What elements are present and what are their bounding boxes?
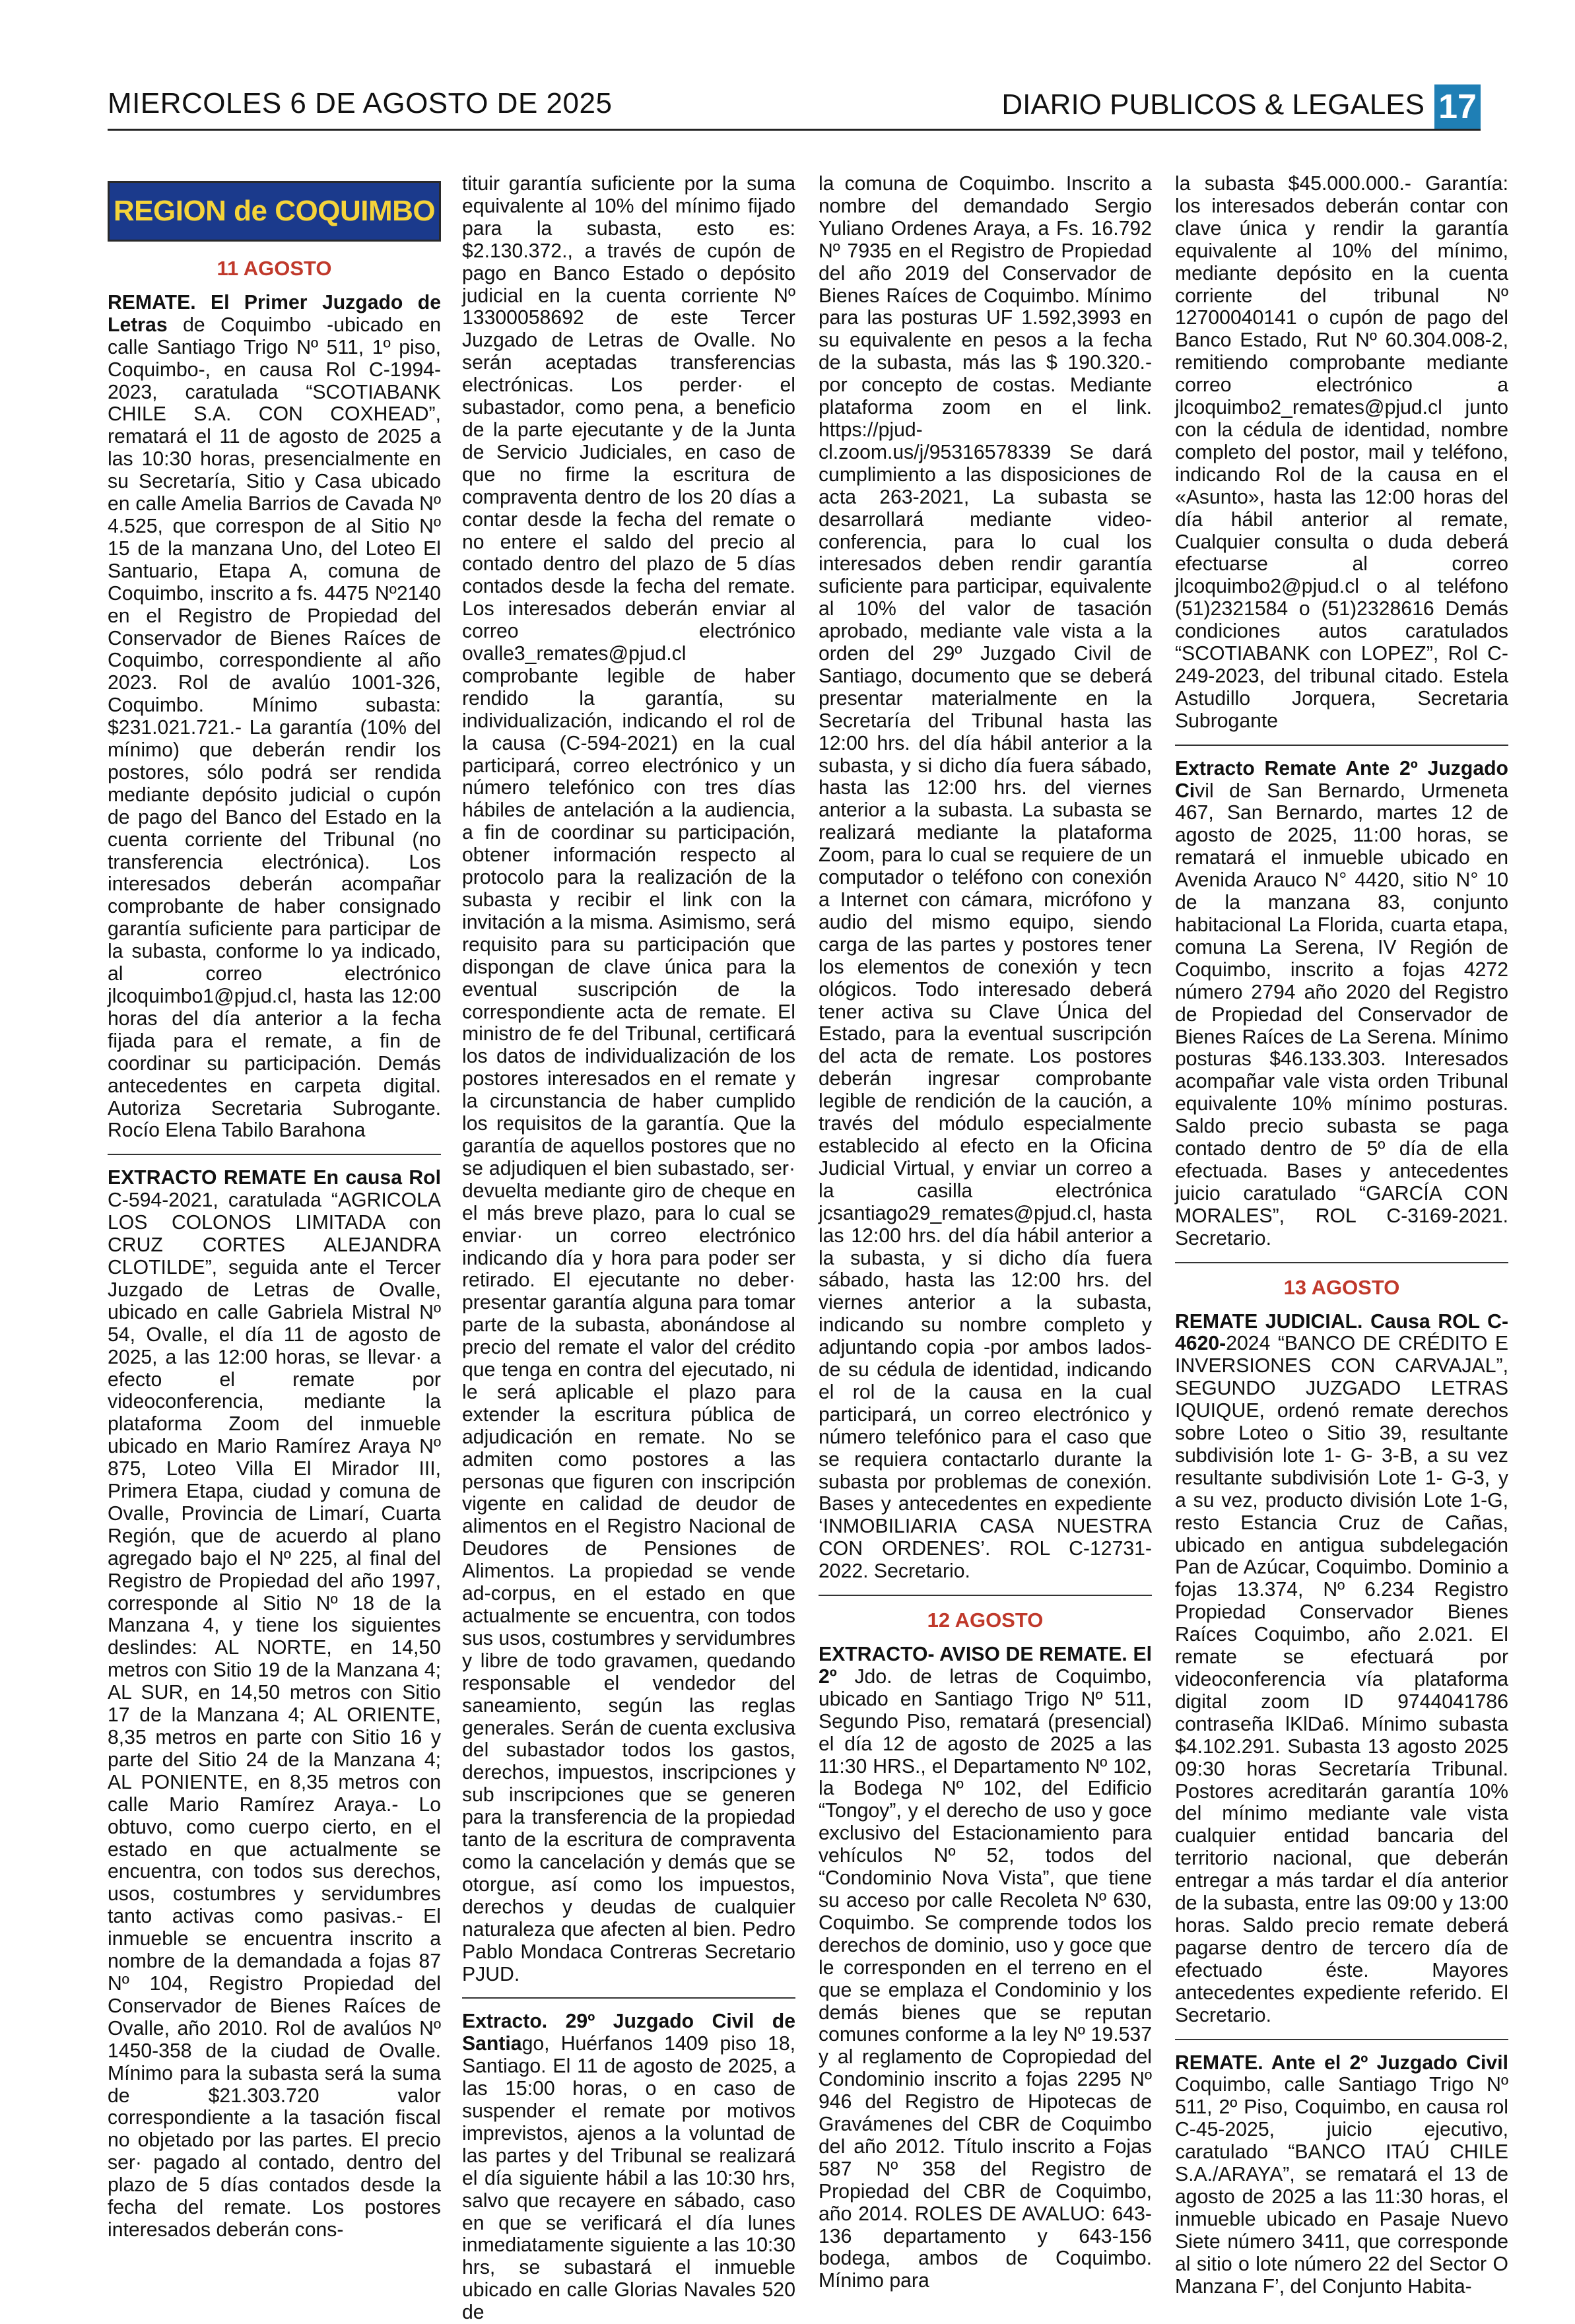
notice-body: de Coquimbo -ubicado en calle Santiago Trigo Nº 511, 1º piso, Coquimbo-, en causa Rol C-1994-2023, caratulada “SCOTIABANK CHILE S.A. CON COXHEAD”, rematará el 11 de agosto de 2025 a las 10:30 horas, presencialmente en su Secretaría, Sitio y Casa ubicado en calle Amelia Barrios de Cavada Nº 4.525, que correspon de al Sitio Nº 15 de la manzana Uno, del Loteo El Santuario, Etapa A, comuna de Coquimbo, inscrito a fs. 4475 Nº2140 en el Registro de Propiedad del Conservador de Bienes Raíces de Coquimbo, correspondiente al año 2023. Rol de avalúo 1001-326, Coquimbo. Mínimo subasta: $231.021.721.- La garantía (10% del mínimo) que deberán rendir los postores, sólo podrá ser rendida mediante depósito judicial o cupón de pago del Banco del Estado en la cuenta corriente del Tribunal (no transferencia electrónica). Los interesados deberán acompañar comprobante de haber consignado garantía suficiente para participar de la subasta, conforme lo ya indicado, al correo electrónico jlcoquimbo1@pjud.cl, hasta las 12:00 horas del día anterior a la fecha fijada para el remate, a fin de coordinar su participación. Demás antecedentes en carpeta digital. Autoriza Secretaria Subrogante. Rocío Elena Tabilo Barahona: [108, 314, 441, 1142]
notice-aviso-remate-coquimbo: [819, 1643, 1152, 2292]
notice-lead: Extracto Remate Ante 2º Juzgado Ci: [1175, 757, 1508, 802]
notice-lead: REMATE JUDICIAL. Causa ROL C-4620-: [1175, 1310, 1508, 1355]
divider: [1175, 2039, 1508, 2040]
date-heading-12-agosto: 12 AGOSTO: [927, 1609, 1044, 1632]
notice-body: Coquimbo, calle Santiago Trigo Nº 511, 2º Piso, Coquimbo, en causa rol C-45-2025, juicio ejecutivo, caratulado “BANCO ITAÚ CHILE S.A./ARAYA”, se rematará el 13 de agosto de 2025 a las 11:30 horas, el inmueble ubicado en Pasaje Nuevo Siete número 3411, que corresponde al sitio o lote número 22 del Sector O Manzana F’, del Conjunto Habita-: [1175, 2074, 1508, 2298]
notice-continuation: la comuna de Coquimbo. Inscrito a nombre del demandado Sergio Yuliano Ordenes Araya, a Fs. 16.792 Nº 7935 en el Registro de Propiedad del año 2019 del Conservador de Bienes Raíces de Coquimbo. Mínimo para las posturas UF 1.592,3993 en su equivalente en pesos a la fecha de la subasta, más las $ 190.320.- por concepto de costas. Mediante plataforma zoom en el link. https://pjud-cl.zoom.us/j/95316578339 Se dará cumplimiento a las disposiciones de acta 263-2021, La subasta se desarrollará mediante video-conferencia, para lo cual los interesados deben rendir garantía suficiente para participar, equivalente al 10% del valor de tasación aprobado, mediante vale vista a la orden del 29º Juzgado Civil de Santiago, documento que se deberá presentar materialmente en la Secretaría del Tribunal hasta las 12:00 hrs. del día hábil anterior a la subasta, y si dicho día fuera sábado, hasta las 12:00 hrs. del viernes anterior a la subasta. La subasta se realizará mediante la plataforma Zoom, para lo cual se requiere de un computador o teléfono con conexión a Internet con cámara, micrófono y audio del mismo equipo, siendo carga de las partes y postores tener los elementos de conexión y tecn ológicos. Todo interesado deberá tener activa su Clave Única del Estado, para la eventual suscripción del acta de remate. Los postores deberán ingresar comprobante legible de rendición de la caución, a través del módulo especialmente establecido al efecto en la Oficina Judicial Virtual, y enviar un correo a la casilla electrónica jcsantiago29_remates@pjud.cl, hasta las 12:00 hrs. del día hábil anterior a la subasta, y si dicho día fuera sábado, hasta las 12:00 hrs. del viernes anterior a la subasta, indicando su nombre completo y adjuntando copia -por ambos lados- de su cédula de identidad, indicando el rol de la causa en la cual participará, un correo electrónico y número telefónico para el caso que se requiera contactarlo durante la subasta por problemas de conexión. Bases y antecedentes en expediente ‘INMOBILIARIA CASA NUESTRA CON ORDENES’. ROL C-12731-2022. Secretario.: [819, 173, 1152, 1583]
notice-lead: EXTRACTO- AVISO DE REMATE. El 2º: [819, 1643, 1152, 1688]
notice-continuation: tituir garantía suficiente por la suma equivalente al 10% del mínimo fijado para la subasta, esto es: $2.130.372., a través de cupón de pago en Banco Estado o depósito judicial en la cuenta corriente Nº 13300058692 de este Tercer Juzgado de Letras de Ovalle. No serán aceptadas transferencias electrónicas. Los perder· el subastador, como pena, a beneficio de la parte ejecutante y de la Junta de Servicio Judiciales, en caso de que no firme la escritura de compraventa dentro de los 20 días a contar desde la fecha del remate o no entere el saldo del precio al contado dentro del plazo de 5 días contados desde la fecha del remate. Los interesados deberán enviar al correo electrónico ovalle3_remates@pjud.cl comprobante legible de haber rendido la garantía, su individualización, indicando el rol de la causa (C-594-2021) en la cual participará, correo electrónico y un número telefónico con tres días hábiles de antelación a la audiencia, a fin de coordinar su participación, obtener información respecto al protocolo para la realización de la subasta y recibir el link con la invitación a la misma. Asimismo, será requisito para su participación que dispongan de clave única para la eventual suscripción de la correspondiente acta de remate. El ministro de fe del Tribunal, certificará los datos de individualización de los postores interesados en el remate y la circunstancia de haber cumplido los requisitos de la garantía. Que la garantía de aquellos postores que no se adjudiquen el bien subastado, ser· devuelta mediante giro de cheque en el más breve plazo, para lo cual se enviar· un correo electrónico indicando día y hora para poder ser retirado. El ejecutante no deber· presentar garantía alguna para tomar parte de la subasta, abonándose al precio del remate el valor del crédito que tenga en contra del ejecutado, ni le será aplicable el plazo para extender la escritura pública de adjudicación en remate. No se admiten como postores a las personas que figuren con inscripción vigente en calidad de deudor de alimentos en el Registro Nacional de Deudores de Pensiones de Alimentos. La propiedad se vende ad-corpus, en el estado en que actualmente se encuentra, con todos sus usos, costumbres y servidumbres y libre de todo gravamen, quedando responsable el vendedor del saneamiento, según las reglas generales. Serán de cuenta exclusiva del subastador todos los gastos, derechos, impuestos, inscripciones y sub inscripciones que se generen para la transferencia de la propiedad tanto de la escritura de compraventa como la cancelación y demás que se otorgue, así como los impuestos, derechos y deudas de cualquier naturaleza que afecten al bien. Pedro Pablo Mondaca Contreras Secretario PJUD.: [462, 173, 795, 1985]
page-number: 17: [1434, 84, 1481, 129]
publication-name: DIARIO PUBLICOS & LEGALES: [1001, 88, 1424, 121]
notice-remate-judicial-iquique: [1175, 1311, 1508, 2027]
notice-body: Jdo. de letras de Coquimbo, ubicado en Santiago Trigo Nº 511, Segundo Piso, rematará (presencial) el día 12 de agosto de 2025 a las 11:30 HRS., el Departamento Nº 102, la Bodega Nº 102, del Edificio “Tongoy”, y el derecho de uso y goce exclusivo del Estacionamiento para vehículos Nº 52, todos del “Condominio Nova Vista”, que tiene su acceso por calle Recoleta Nº 630, Coquimbo. Se comprende todos los derechos de dominio, uso y goce que le corresponden en el terreno en el que se emplaza el Condominio y los demás bienes que se reputan comunes conforme a la ley Nº 19.537 y al reglamento de Copropiedad del Condominio inscrito a fojas 2295 Nº 946 del Registro de Hipotecas de Gravámenes del CBR de Coquimbo del año 2012. Título inscrito a Fojas 587 Nº 358 del Registro de Propiedad del CBR de Coquimbo, año 2014. ROLES DE AVALUO: 643-136 departamento y 643-156 bodega, ambos de Coquimbo. Mínimo para: [819, 1665, 1152, 2292]
header-rule: [108, 129, 1481, 131]
notice-body: vil de San Bernardo, Urmeneta 467, San Bernardo, martes 12 de agosto de 2025, 11:00 horas, se rematará el inmueble ubicado en Avenida Arauco N° 4420, sitio N° 10 de la manzana 83, conjunto habitacional La Florida, cuarta etapa, comuna La Serena, IV Región de Coquimbo, inscrito a fojas 4272 número 2794 año 2020 del Registro de Propiedad del Conservador de Bienes Raíces de La Serena. Mínimo posturas $46.133.303. Interesados acompañar vale vista orden Tribunal equivalente 10% mínimo posturas. Saldo precio subasta se paga contado dentro de 5º día de ella efectuada. Bases y antecedentes juicio caratulado “GARCÍA CON MORALES”, ROL C-3169-2021. Secretario.: [1175, 780, 1508, 1249]
notice-extracto-remate-ovalle: [108, 1167, 441, 2241]
page-header: [108, 84, 1481, 127]
notice-extracto-san-bernardo: [1175, 758, 1508, 1250]
date-heading-13-agosto: 13 AGOSTO: [1283, 1275, 1400, 1299]
notice-lead: EXTRACTO REMATE En causa Rol: [108, 1167, 441, 1189]
notice-remate-2-juzgado-civil: [1175, 2052, 1508, 2298]
notice-lead: Extracto. 29º Juzgado Civil de Santia: [462, 2010, 795, 2055]
issue-date: MIERCOLES 6 DE AGOSTO DE 2025: [108, 87, 613, 119]
notice-lead: REMATE. El Primer Juzgado de Letras: [108, 291, 441, 336]
date-heading-11-agosto: 11 AGOSTO: [217, 257, 332, 280]
notice-body: go, Huérfanos 1409 piso 18, Santiago. El 11 de agosto de 2025, a las 15:00 horas, o en caso de suspender el remate por motivos imprevistos, ajenos a la voluntad de las partes y del Tribunal se realizará el día siguiente hábil a las 10:30 hrs, salvo que recayere en sábado, caso en que se verificará el día lunes inmediatamente siguiente a las 10:30 hrs, se subastará el inmueble ubicado en calle Glorias Navales 520 de: [462, 2033, 795, 2324]
notice-continuation: la subasta $45.000.000.- Garantía: los interesados deberán contar con clave única y rendir la garantía equivalente al 10% del mínimo, mediante depósito en la cuenta corriente del tribunal Nº 12700040141 o cupón de pago del Banco Estado, Rut Nº 60.304.008-2, remitiendo comprobante mediante correo electrónico a jlcoquimbo2_remates@pjud.cl junto con la cédula de identidad, nombre completo del postor, mail y teléfono, indicando Rol de la causa en el «Asunto», hasta las 12:00 horas del día hábil anterior al remate, Cualquier consulta o duda deberá efectuarse al correo jlcoquimbo2@pjud.cl o al teléfono (51)2321584 o (51)2328616 Demás condiciones autos caratulados “SCOTIABANK con LOPEZ”, Rol C-249-2023, del tribunal citado. Estela Astudillo Jorquera, Secretaria Subrogante: [1175, 173, 1508, 732]
divider: [462, 1997, 795, 1999]
notice-lead: REMATE. Ante el 2º Juzgado Civil: [1175, 2051, 1508, 2074]
notice-extracto-29-juzgado: [462, 2010, 795, 2324]
divider: [1175, 745, 1508, 746]
divider: [108, 1154, 441, 1155]
notice-body: C-594-2021, caratulada “AGRICOLA LOS COLONOS LIMITADA con CRUZ CORTES ALEJANDRA CLOTILDE”, seguida ante el Tercer Juzgado de Letras de Ovalle, ubicado en calle Gabriela Mistral Nº 54, Ovalle, el día 11 de agosto de 2025, a las 12:00 horas, se llevar· a efecto el remate por videoconferencia, mediante la plataforma Zoom del inmueble ubicado en Mario Ramírez Araya Nº 875, Loteo Villa El Mirador III, Primera Etapa, ciudad y comuna de Ovalle, Provincia de Limarí, Cuarta Región, que de acuerdo al plano agregado bajo el Nº 225, al final del Registro de Propiedad del año 1997, corresponde al Sitio Nº 18 de la Manzana 4, y tiene los siguientes deslindes: AL NORTE, en 14,50 metros con Sitio 19 de la Manzana 4; AL SUR, en 14,50 metros con Sitio 17 de la Manzana 4; AL ORIENTE, 8,35 metros en parte con Sitio 16 y parte del Sitio 24 de la Manzana 4; AL PONIENTE, en 8,35 metros con calle Mario Ramírez Araya.- Lo obtuvo, como cuerpo cierto, en el estado en que actualmente se encuentra, con todos sus derechos, usos, costumbres y servidumbres tanto activas como pasivas.- El inmueble se encuentra inscrito a nombre de la demandada a fojas 87 Nº 104, Registro Propiedad del Conservador de Bienes Raíces de Ovalle, año 2010. Rol de avalúos Nº 1450-358 de la ciudad de Ovalle. Mínimo para la subasta será la suma de $21.303.720 valor correspondiente a la tasación fiscal no objetado por las partes. El precio ser· pagado al contado, dentro del plazo de 5 días contados desde la fecha del remate. Los postores interesados deberán cons-: [108, 1189, 441, 2241]
column-1: [108, 173, 441, 2241]
column-2: [462, 173, 795, 2324]
divider: [1175, 1262, 1508, 1263]
column-4: [1175, 173, 1508, 2298]
notice-remate-primer-juzgado: [108, 292, 441, 1142]
divider: [819, 1595, 1152, 1596]
notice-body: 2024 “BANCO DE CRÉDITO E INVERSIONES CON CARVAJAL”, SEGUNDO JUZGADO LETRAS IQUIQUE, ordenó remate derechos sobre Loteo o Sitio 39, resultante subdivisión lote 1- G- 3-B, a su vez resultante subdivisión Lote 1- G-3, y a su vez, producto división Lote 1-G, resto Estancia Cruz de Cañas, ubicado en antigua subdelegación Pan de Azúcar, Coquimbo. Dominio a fojas 13.374, Nº 6.234 Registro Propiedad Conservador Bienes Raíces Coquimbo, año 2.021. El remate se efectuará por videoconferencia vía plataforma digital zoom ID 9744041786 contraseña lKlDa6. Mínimo subasta $4.102.291. Subasta 13 agosto 2025 09:30 horas Secretaría Tribunal. Postores acreditarán garantía 10% del mínimo mediante vale vista cualquier entidad bancaria del territorio nacional, que deberán entregar a más tardar el día anterior de la subasta, entre las 09:00 y 13:00 horas. Saldo precio remate deberá pagarse dentro de tercero día de efectuado éste. Mayores antecedentes expediente referido. El Secretario.: [1175, 1333, 1508, 2026]
column-3: [819, 173, 1152, 2292]
region-title: REGION de COQUIMBO: [108, 181, 441, 242]
